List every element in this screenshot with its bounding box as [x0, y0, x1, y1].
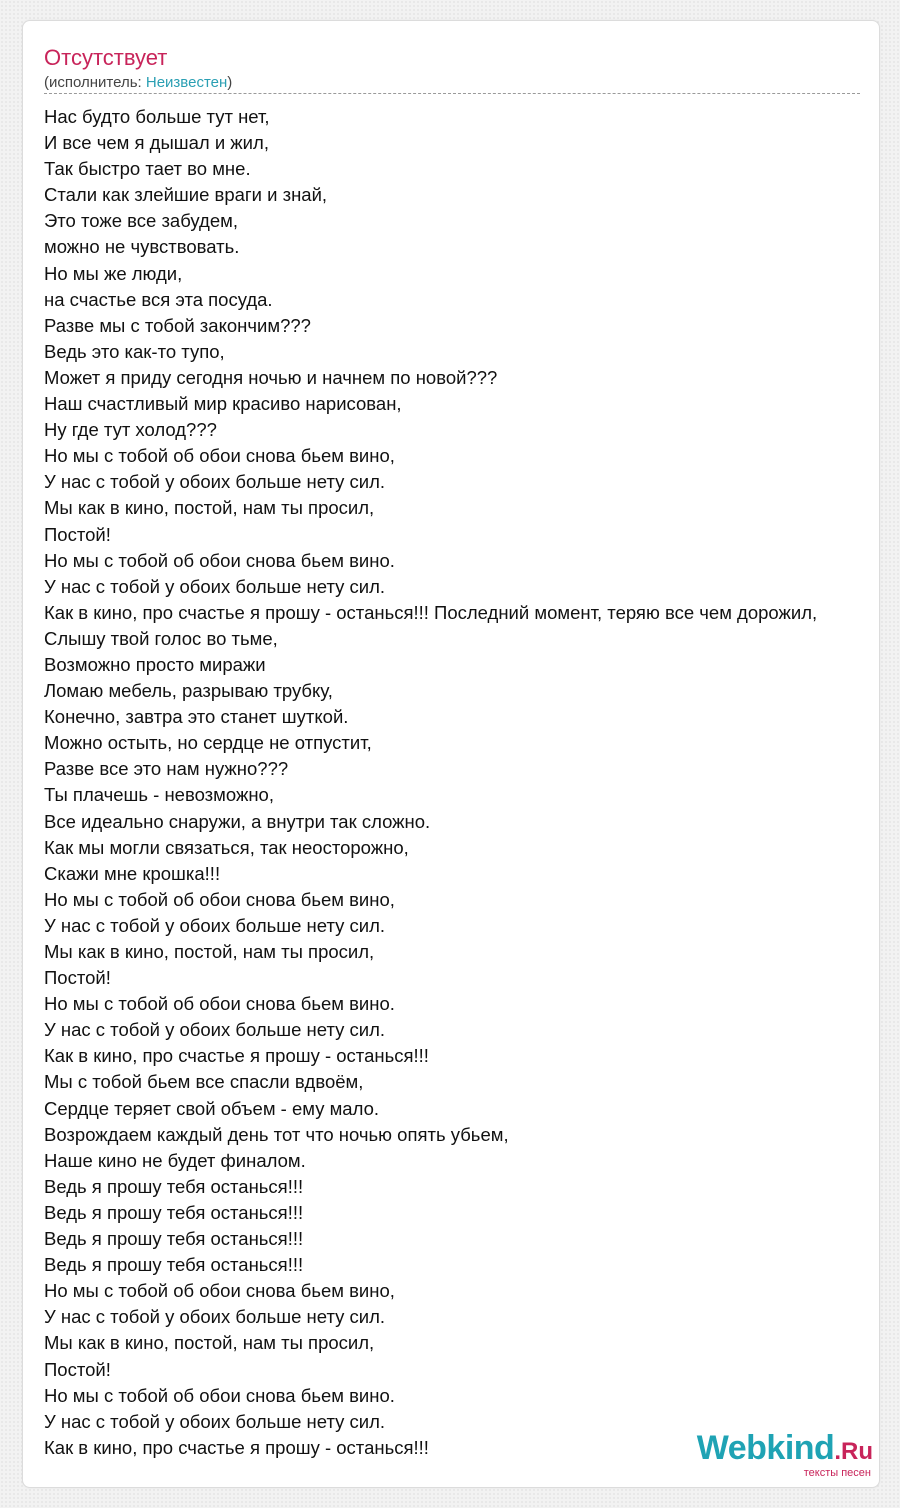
lyric-line: Наше кино не будет финалом.	[44, 1149, 306, 1171]
lyric-line: Но мы с тобой об обои снова бьем вино.	[44, 993, 395, 1015]
lyric-line: Ведь я прошу тебя останься!!!	[44, 1201, 304, 1223]
lyric-line: Ведь это как-то тупо,	[44, 340, 225, 362]
logo-tagline: тексты песен	[803, 1467, 871, 1479]
lyric-line: Ты плачешь - невозможно,	[44, 784, 274, 806]
lyric-line: Но мы с тобой об обои снова бьем вино,	[44, 1280, 395, 1302]
lyric-line: Но мы с тобой об обои снова бьем вино,	[44, 888, 395, 910]
lyric-line: Мы как в кино, постой, нам ты просил,	[44, 497, 375, 519]
artist-prefix: (исполнитель:	[44, 74, 146, 91]
logo-wordmark	[697, 1431, 873, 1469]
lyric-line: Наш счастливый мир красиво нарисован,	[44, 393, 402, 415]
lyric-line: Но мы с тобой об обои снова бьем вино,	[44, 445, 395, 467]
header-divider	[44, 93, 860, 94]
lyric-line: У нас с тобой у обоих больше нету сил.	[44, 471, 386, 493]
lyrics-text	[44, 104, 817, 1461]
lyric-line: Все идеально снаружи, а внутри так сложно.	[44, 810, 431, 832]
lyric-line: Можно остыть, но сердце не отпустит,	[44, 732, 372, 754]
lyric-line: Разве мы с тобой закончим???	[44, 314, 311, 336]
artist-suffix: )	[227, 74, 233, 91]
lyric-line: Слышу твой голос во тьме,	[44, 627, 278, 649]
lyric-line: Ведь я прошу тебя останься!!!	[44, 1228, 304, 1250]
song-title: Отсутствует	[44, 45, 168, 70]
lyric-line: Так быстро тает во мне.	[44, 158, 251, 180]
lyric-line: на счастье вся эта посуда.	[44, 288, 273, 310]
lyric-line: Ведь я прошу тебя останься!!!	[44, 1254, 304, 1276]
lyric-line: Постой!	[44, 967, 111, 989]
lyric-line: Ломаю мебель, разрываю трубку,	[44, 680, 333, 702]
artist-link[interactable]: Неизвестен	[145, 74, 228, 91]
lyric-line: У нас с тобой у обоих больше нету сил.	[44, 914, 386, 936]
lyric-line: Это тоже все забудем,	[44, 210, 238, 232]
lyric-line: И все чем я дышал и жил,	[44, 132, 269, 154]
lyric-line: Стали как злейшие враги и знай,	[44, 184, 328, 206]
lyric-line: Конечно, завтра это станет шуткой.	[44, 706, 349, 728]
lyric-line: У нас с тобой у обоих больше нету сил.	[44, 575, 386, 597]
lyric-line: Как мы могли связаться, так неосторожно,	[44, 836, 409, 858]
lyric-line: У нас с тобой у обоих больше нету сил.	[44, 1306, 386, 1328]
artist-line	[44, 73, 232, 93]
lyric-line: Постой!	[44, 523, 111, 545]
lyric-line: Но мы же люди,	[44, 262, 183, 284]
lyric-line: Мы как в кино, постой, нам ты просил,	[44, 1332, 375, 1354]
lyric-line: Мы как в кино, постой, нам ты просил,	[44, 941, 375, 962]
lyric-line: Постой!	[44, 1358, 111, 1380]
lyric-line: можно не чувствовать.	[44, 236, 240, 258]
lyric-line: У нас с тобой у обоих больше нету сил.	[44, 1410, 386, 1432]
lyric-line: Мы с тобой бьем все спасли вдвоём,	[44, 1071, 364, 1093]
lyric-line: Как в кино, про счастье я прошу - останься!!!	[44, 1436, 429, 1458]
lyric-line: Возможно просто миражи	[44, 653, 266, 675]
logo-tld: .Ru	[834, 1438, 873, 1465]
lyric-line: Скажи мне крошка!!!	[44, 862, 221, 884]
lyric-line: Ведь я прошу тебя останься!!!	[44, 1175, 304, 1197]
lyric-line: Как в кино, про счастье я прошу - останься!!!	[44, 1045, 429, 1067]
lyric-line: Но мы с тобой об обои снова бьем вино.	[44, 549, 395, 571]
lyric-line: Как в кино, про счастье я прошу - останься!!! Последний момент, теряю все чем дорожил,	[44, 601, 818, 623]
lyric-line: Сердце теряет свой объем - ему мало.	[44, 1097, 380, 1119]
lyric-line: Ну где тут холод???	[44, 419, 217, 441]
lyric-line: Но мы с тобой об обои снова бьем вино.	[44, 1384, 395, 1406]
lyrics-card	[22, 20, 880, 1488]
lyric-line: Возрождаем каждый день тот что ночью опять убьем,	[44, 1123, 509, 1145]
lyric-line: Разве все это нам нужно???	[44, 758, 289, 780]
lyric-line: Нас будто больше тут нет,	[44, 106, 270, 127]
lyric-line: Может я приду сегодня ночью и начнем по новой???	[44, 366, 498, 388]
webkind-logo[interactable]	[697, 1431, 873, 1479]
lyric-line: У нас с тобой у обоих больше нету сил.	[44, 1019, 386, 1041]
logo-name: Webkind	[696, 1429, 835, 1467]
